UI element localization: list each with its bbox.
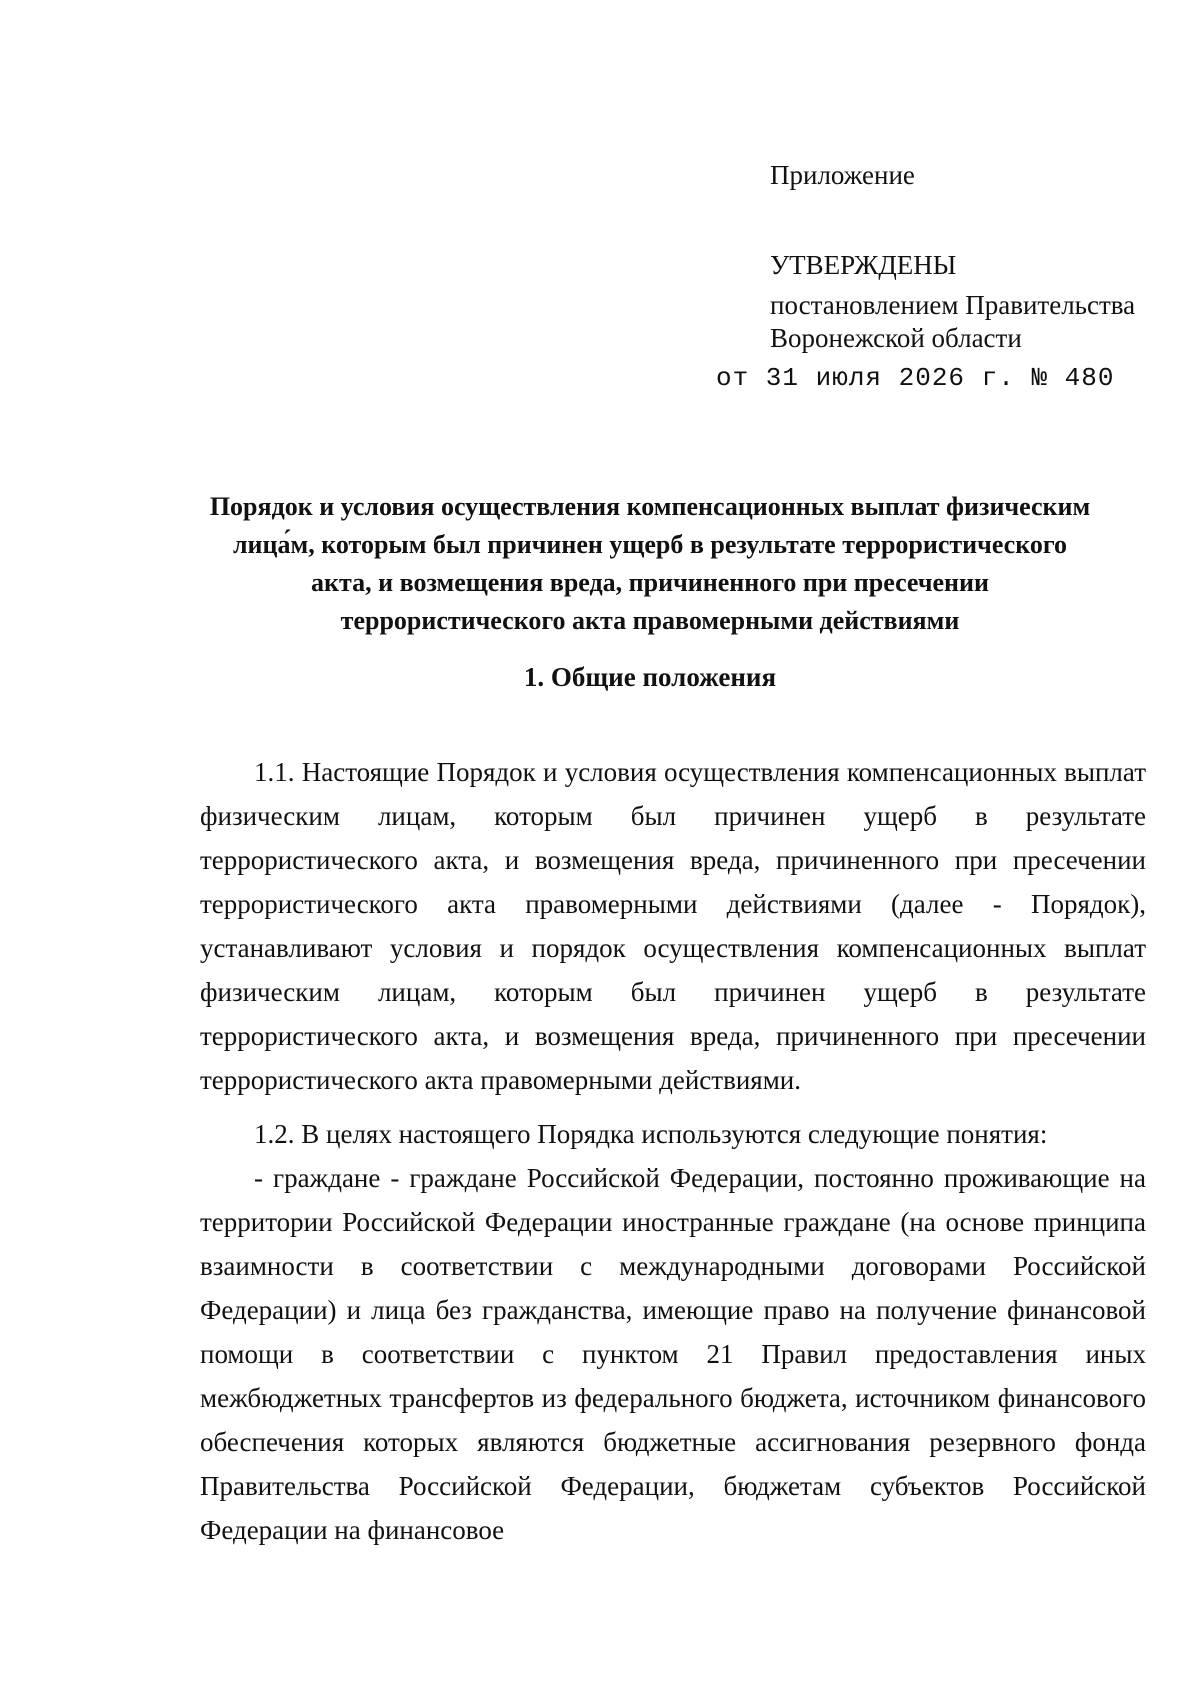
approved-by-line-2: Воронежской области [770,323,1022,353]
body-block-2 [200,1112,1146,1552]
document-title: Порядок и условия осуществления компенсационных выплат физическим лица́м, которым был причинен ущерб в результате террористического акта, и возмещения вреда, причиненного при пресечении террористического акта правомерными действиями [209,492,1091,635]
appendix-label: Приложение [770,160,915,190]
body-block-1 [200,750,1146,1102]
approved-by-line-1: постановлением Правительства [770,290,1136,320]
approved-label: УТВЕРЖДЕНЫ [770,250,957,280]
paragraph-1-1: 1.1. Настоящие Порядок и условия осуществления компенсационных выплат физическим лицам, которым был причинен ущерб в результате террористического акта, и возмещения вреда, причиненного при пресечении террористического акта правомерными действиями (далее - Порядок), устанавливают условия и порядок осуществления компенсационных выплат физическим лицам, которым был причинен ущерб в результате террористического акта, и возмещения вреда, причиненного при пресечении террористического акта правомерными действиями. [200,757,1146,1095]
paragraph-definition-citizens: - граждане - граждане Российской Федерации, постоянно проживающие на территории Российской Федерации иностранные граждане (на основе принципа взаимности в соответствии с международными договорами Российской Федерации) и лица без гражданства, имеющие право на получение финансовой помощи в соответствии с пунктом 21 Правил предоставления иных межбюджетных трансфертов из федерального бюджета, источником финансового обеспечения которых являются бюджетные ассигнования резервного фонда Правительства Российской Федерации, бюджетам субъектов Российской Федерации на финансовое [200,1163,1146,1545]
decree-reference: от 31 июля 2026 г. № 480 [716,363,1115,393]
section-heading: 1. Общие положения [523,662,777,692]
paragraph-1-2: 1.2. В целях настоящего Порядка используются следующие понятия: [254,1119,1048,1149]
